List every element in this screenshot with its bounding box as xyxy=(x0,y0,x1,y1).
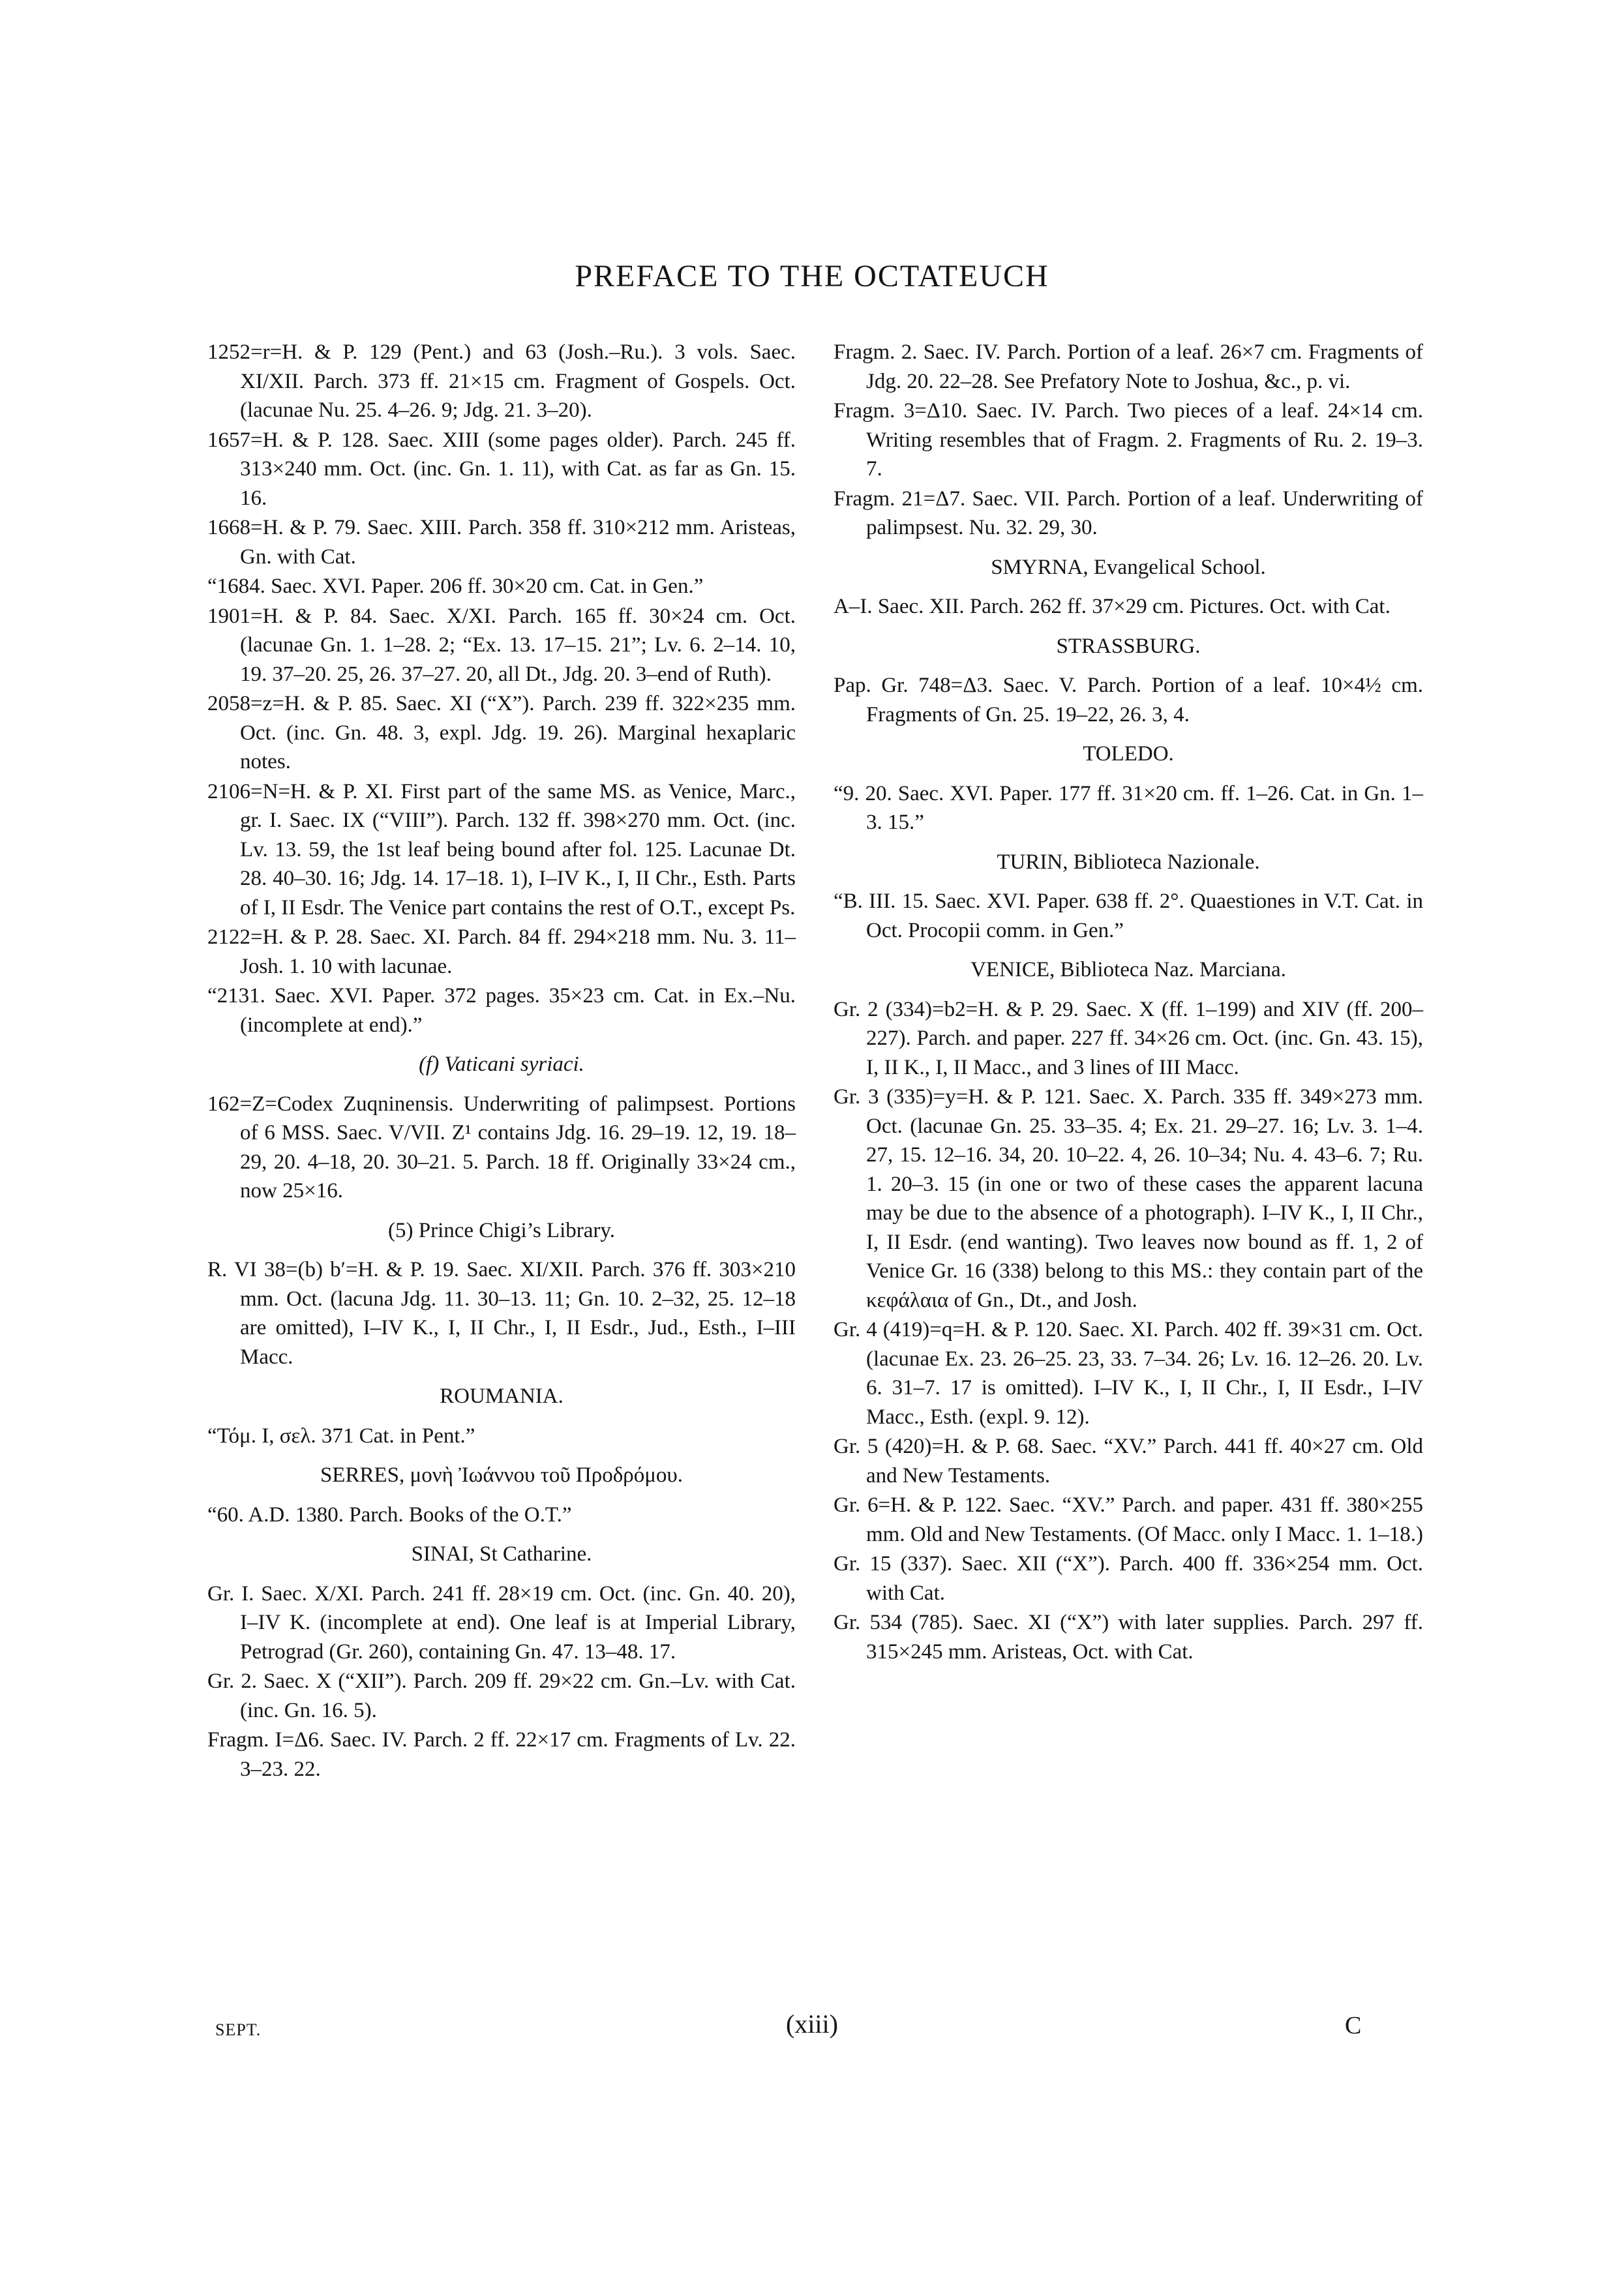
catalog-entry: A–I. Saec. XII. Parch. 262 ff. 37×29 cm. Pictures. Oct. with Cat. xyxy=(834,595,1391,618)
left-column xyxy=(207,338,796,1784)
catalog-entry: 162=Z=Codex Zuqninensis. Underwriting of palimpsest. Portions of 6 MSS. Saec. V/VII. Z¹ contains Jdg. 16. 29–19. 12, 19. 18–29, 20. 4–18, 20. 30–21. 5. Parch. 18 ff. Originally 33×24 cm., now 25×16. xyxy=(207,1092,796,1203)
signature-mark: SEPT. xyxy=(215,2020,262,2039)
catalog-entry: Gr. 5 (420)=H. & P. 68. Saec. “XV.” Parch. 441 ff. 40×27 cm. Old and New Testaments. xyxy=(834,1435,1423,1488)
catalog-entry: Fragm. 3=Δ10. Saec. IV. Parch. Two pieces of a leaf. 24×14 cm. Writing resembles that of Fragm. 2. Fragments of Ru. 2. 19–3. 7. xyxy=(834,399,1423,481)
catalog-entry: Gr. 3 (335)=y=H. & P. 121. Saec. X. Parch. 335 ff. 349×273 mm. Oct. (lacunae Gn. 25. 33–35. 4; Ex. 21. 29–27. 16; Lv. 3. 1–4. 27, 15. 12–16. 34, 20. 10–22. 4, 26. 10–34; Nu. 4. 43–6. 7; Ru. 1. 20–3. 15 (in one or two of these cases the apparent lacuna may be due to the absence of a photograph). I–IV K., I, II Chr., I, II Esdr. (end wanting). Two leaves now bound as ff. 1, 2 of Venice Gr. 16 (338) belong to this MS.: they contain part of the κεφάλαια of Gn., Dt., and Josh. xyxy=(834,1085,1423,1312)
page-title: PREFACE TO THE OCTATEUCH xyxy=(575,259,1049,293)
catalog-entry: “9. 20. Saec. XVI. Paper. 177 ff. 31×20 cm. ff. 1–26. Cat. in Gn. 1–3. 15.” xyxy=(834,781,1423,834)
catalog-entry: “B. III. 15. Saec. XVI. Paper. 638 ff. 2°. Quaestiones in V.T. Cat. in Oct. Procopii comm. in Gen.” xyxy=(834,890,1423,942)
section-heading-vaticani-syriaci: (f) Vaticani syriaci. xyxy=(419,1053,584,1076)
catalog-entry: 2122=H. & P. 28. Saec. XI. Parch. 84 ff. 294×218 mm. Nu. 3. 11–Josh. 1. 10 with lacunae. xyxy=(207,925,796,978)
catalog-entry: 2106=N=H. & P. XI. First part of the same MS. as Venice, Marc., gr. I. Saec. IX (“VIII”). Parch. 132 ff. 398×270 mm. Oct. (inc. Lv. 13. 59, the 1st leaf being bound after fol. 125. Lacunae Dt. 28. 40–30. 16; Jdg. 14. 17–18. 1), I–IV K., I, II Chr., Esth. Parts of I, II Esdr. The Venice part contains the rest of O.T., except Ps. xyxy=(207,779,796,920)
catalog-entry: 1657=H. & P. 128. Saec. XIII (some pages older). Parch. 245 ff. 313×240 mm. Oct. (inc. Gn. 1. 11), with Cat. as far as Gn. 15. 16. xyxy=(207,428,796,510)
catalog-entry: Gr. I. Saec. X/XI. Parch. 241 ff. 28×19 cm. Oct. (inc. Gn. 40. 20), I–IV K. (incomplete at end). One leaf is at Imperial Library, Petrograd (Gr. 260), containing Gn. 47. 13–48. 17. xyxy=(207,1581,796,1664)
catalog-entry: “Τόμ. I, σελ. 371 Cat. in Pent.” xyxy=(207,1424,475,1448)
catalog-entry: 2058=z=H. & P. 85. Saec. XI (“X”). Parch. 239 ff. 322×235 mm. Oct. (inc. Gn. 48. 3, expl. Jdg. 19. 26). Marginal hexaplaric notes. xyxy=(207,692,796,773)
section-heading-strassburg: STRASSBURG. xyxy=(1056,634,1201,658)
catalog-entry: “2131. Saec. XVI. Paper. 372 pages. 35×23 cm. Cat. in Ex.–Nu. (incomplete at end).” xyxy=(207,984,796,1037)
catalog-entry: Fragm. 2. Saec. IV. Parch. Portion of a leaf. 26×7 cm. Fragments of Jdg. 20. 22–28. See Prefatory Note to Joshua, &c., p. vi. xyxy=(834,340,1423,393)
catalog-entry: Gr. 534 (785). Saec. XI (“X”) with later supplies. Parch. 297 ff. 315×245 mm. Aristeas, Oct. with Cat. xyxy=(834,1611,1423,1664)
right-column xyxy=(834,338,1423,1667)
section-heading-toledo: TOLEDO. xyxy=(1083,742,1174,766)
section-heading-turin: TURIN, Biblioteca Nazionale. xyxy=(997,850,1260,874)
section-heading-chigi: (5) Prince Chigi’s Library. xyxy=(388,1218,615,1242)
section-heading-roumania: ROUMANIA. xyxy=(440,1384,564,1408)
catalog-entry: Pap. Gr. 748=Δ3. Saec. V. Parch. Portion of a leaf. 10×4½ cm. Fragments of Gn. 25. 19–22, 26. 3, 4. xyxy=(834,674,1423,726)
catalog-entry: “1684. Saec. XVI. Paper. 206 ff. 30×20 cm. Cat. in Gen.” xyxy=(207,575,704,598)
gathering-mark: C xyxy=(1345,2012,1362,2039)
page-number: (xiii) xyxy=(786,2009,838,2039)
catalog-entry: Gr. 4 (419)=q=H. & P. 120. Saec. XI. Parch. 402 ff. 39×31 cm. Oct. (lacunae Ex. 23. 26–25. 23, 33. 7–34. 26; Lv. 16. 12–26. 20. Lv. 6. 31–7. 17 is omitted). I–IV K., I, II Chr., I, II Esdr., I–IV Macc., Esth. (expl. 9. 12). xyxy=(834,1318,1423,1429)
catalog-entry: Gr. 15 (337). Saec. XII (“X”). Parch. 400 ff. 336×254 mm. Oct. with Cat. xyxy=(834,1552,1423,1605)
catalog-entry: R. VI 38=(b) b′=H. & P. 19. Saec. XI/XII. Parch. 376 ff. 303×210 mm. Oct. (lacuna Jdg. 11. 30–13. 11; Gn. 10. 2–32, 25. 12–18 are omitted), I–IV K., I, II Chr., I, II Esdr., Jud., Esth., I–III Macc. xyxy=(207,1258,796,1369)
catalog-entry: 1668=H. & P. 79. Saec. XIII. Parch. 358 ff. 310×212 mm. Aristeas, Gn. with Cat. xyxy=(207,516,796,569)
section-heading-smyrna: SMYRNA, Evangelical School. xyxy=(991,555,1266,579)
catalog-entry: Fragm. 21=Δ7. Saec. VII. Parch. Portion of a leaf. Underwriting of palimpsest. Nu. 32. 29, 30. xyxy=(834,486,1423,539)
section-heading-venice: VENICE, Biblioteca Naz. Marciana. xyxy=(970,958,1286,981)
section-heading-sinai: SINAI, St Catharine. xyxy=(411,1542,592,1566)
catalog-entry: Gr. 2. Saec. X (“XII”). Parch. 209 ff. 29×22 cm. Gn.–Lv. with Cat. (inc. Gn. 16. 5). xyxy=(207,1669,796,1722)
catalog-entry: Fragm. I=Δ6. Saec. IV. Parch. 2 ff. 22×17 cm. Fragments of Lv. 22. 3–23. 22. xyxy=(207,1728,796,1781)
catalog-entry: Gr. 6=H. & P. 122. Saec. “XV.” Parch. and paper. 431 ff. 380×255 mm. Old and New Testaments. (Of Macc. only I Macc. 1. 1–18.) xyxy=(834,1493,1423,1546)
catalog-entry: 1901=H. & P. 84. Saec. X/XI. Parch. 165 ff. 30×24 cm. Oct. (lacunae Gn. 1. 1–28. 2; “Ex. 13. 17–15. 21”; Lv. 6. 2–14. 10, 19. 37–20. 25, 26. 37–27. 20, all Dt., Jdg. 20. 3–end of Ruth). xyxy=(207,604,796,686)
catalog-entry: 1252=r=H. & P. 129 (Pent.) and 63 (Josh.–Ru.). 3 vols. Saec. XI/XII. Parch. 373 ff. 21×15 cm. Fragment of Gospels. Oct. (lacunae Nu. 25. 4–26. 9; Jdg. 21. 3–20). xyxy=(207,340,796,422)
catalog-entry: Gr. 2 (334)=b2=H. & P. 29. Saec. X (ff. 1–199) and XIV (ff. 200–227). Parch. and paper. 227 ff. 34×26 cm. Oct. (inc. Gn. 43. 15), I, II K., I, II Macc., and 3 lines of III Macc. xyxy=(834,997,1423,1079)
section-heading-serres: SERRES, μονὴ Ἰωάννου τοῦ Προδρόμου. xyxy=(320,1463,684,1487)
catalog-entry: “60. A.D. 1380. Parch. Books of the O.T.” xyxy=(207,1503,572,1527)
